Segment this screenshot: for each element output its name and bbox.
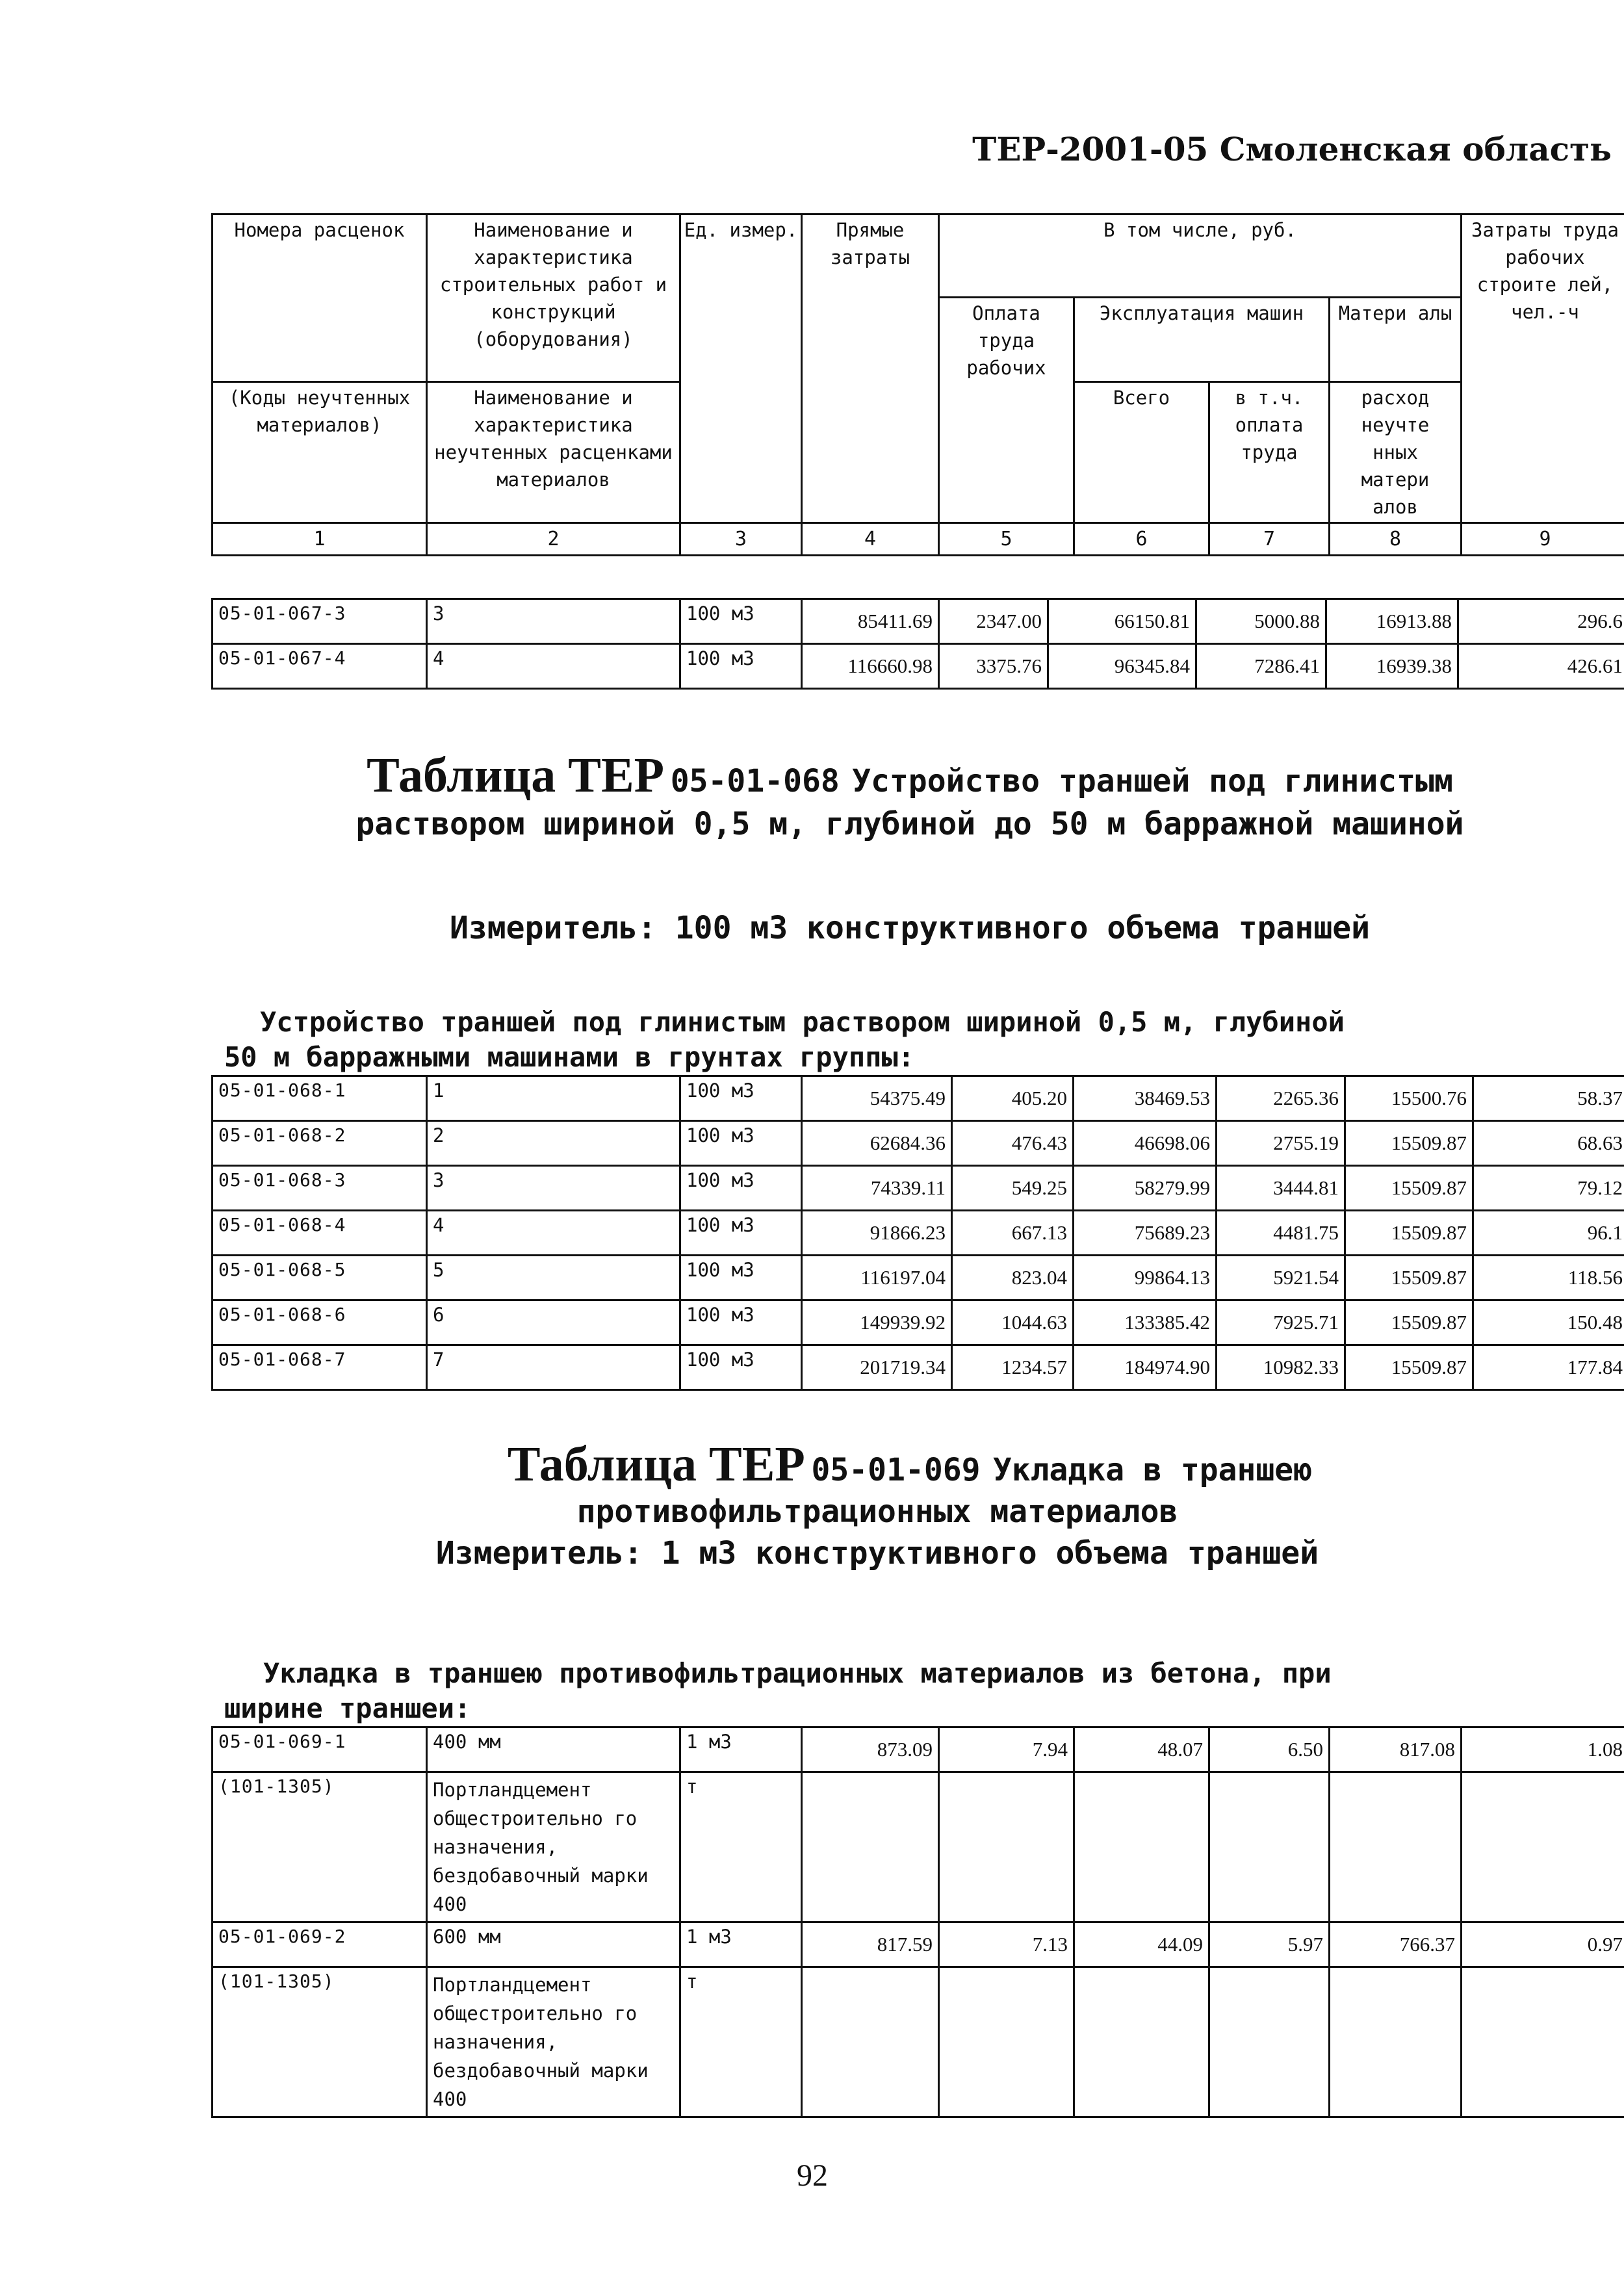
table-068-intro: [224, 1005, 1621, 1075]
table-068-title-code: 05-01-068: [670, 763, 840, 799]
row-code: 05-01-068-1: [213, 1076, 427, 1121]
row-value: 15509.87: [1345, 1345, 1473, 1390]
row-value: 873.09: [802, 1727, 939, 1772]
table-row: [213, 644, 1624, 689]
row-value: 38469.53: [1074, 1076, 1217, 1121]
row-unit: 100 м3: [680, 599, 802, 644]
column-number-1: 1: [213, 523, 427, 556]
table-069-intro-line2: ширине траншеи:: [224, 1692, 471, 1724]
header-labor: Затраты труда рабочих строите лей, чел.-ч: [1462, 214, 1624, 523]
row-unit: 100 м3: [680, 1211, 802, 1256]
row-unit: 100 м3: [680, 1121, 802, 1166]
row-value: 3444.81: [1217, 1166, 1345, 1211]
row-unit: т: [680, 1967, 802, 2117]
header-code-spacer: [213, 298, 427, 382]
row-unit: 1 м3: [680, 1922, 802, 1967]
row-value: 133385.42: [1074, 1300, 1217, 1345]
header-direct-costs: Прямые затраты: [802, 214, 939, 523]
row-unit: 100 м3: [680, 1345, 802, 1390]
row-value: [939, 1772, 1074, 1922]
row-value: [802, 1967, 939, 2117]
row-value: 817.59: [802, 1922, 939, 1967]
table-068-meter-text: Измеритель: 100 м3 конструктивного объема траншей: [449, 910, 1371, 946]
row-value: 817.08: [1330, 1727, 1462, 1772]
table-069-title-text-2: противофильтрационных материалов: [576, 1493, 1178, 1530]
column-number-3: 3: [680, 523, 802, 556]
row-value: 1044.63: [952, 1300, 1074, 1345]
row-name: 3: [427, 1166, 680, 1211]
row-value: [939, 1967, 1074, 2117]
row-value: 184974.90: [1074, 1345, 1217, 1390]
row-value: [1330, 1772, 1462, 1922]
row-unit: 1 м3: [680, 1727, 802, 1772]
table-row: [213, 1727, 1624, 1772]
header-machines: Эксплуатация машин: [1074, 298, 1330, 382]
row-value: 74339.11: [802, 1166, 952, 1211]
header-code: Номера расценок: [213, 214, 427, 298]
row-code: 05-01-068-7: [213, 1345, 427, 1390]
table-068: [211, 1075, 1624, 1391]
row-value: 0.97: [1462, 1922, 1624, 1967]
row-value: 15500.76: [1345, 1076, 1473, 1121]
table-row: [213, 1211, 1624, 1256]
header-name: Наименование и характеристика строительных работ и конструкций (оборудования): [427, 214, 680, 382]
column-header-table: [211, 213, 1624, 556]
row-value: 66150.81: [1048, 599, 1196, 644]
row-value: 149939.92: [802, 1300, 952, 1345]
row-value: 7.94: [939, 1727, 1074, 1772]
table-069-intro: [224, 1656, 1621, 1726]
row-value: 15509.87: [1345, 1166, 1473, 1211]
row-value: 5921.54: [1217, 1256, 1345, 1300]
row-value: [802, 1772, 939, 1922]
row-code: (101-1305): [213, 1967, 427, 2117]
table-068-title-text-2: раствором шириной 0,5 м, глубиной до 50 м барражной машиной: [355, 806, 1464, 842]
column-number-7: 7: [1209, 523, 1330, 556]
row-unit: 100 м3: [680, 1300, 802, 1345]
row-value: 6.50: [1209, 1727, 1330, 1772]
table-row: [213, 1121, 1624, 1166]
column-number-8: 8: [1330, 523, 1462, 556]
row-value: 476.43: [952, 1121, 1074, 1166]
row-value: 44.09: [1074, 1922, 1209, 1967]
table-068-meter: [195, 910, 1624, 946]
row-value: 15509.87: [1345, 1211, 1473, 1256]
row-code: 05-01-067-4: [213, 644, 427, 689]
row-value: 766.37: [1330, 1922, 1462, 1967]
table-068-title-text: Устройство траншей под глинистым: [852, 763, 1453, 799]
row-value: 426.61: [1458, 644, 1624, 689]
row-value: [1462, 1772, 1624, 1922]
row-value: 54375.49: [802, 1076, 952, 1121]
row-value: 85411.69: [802, 599, 939, 644]
column-number-9: 9: [1462, 523, 1624, 556]
row-code: 05-01-069-2: [213, 1922, 427, 1967]
table-068-title-serif: Таблица ТЕР: [367, 748, 665, 803]
row-unit: т: [680, 1772, 802, 1922]
row-code: 05-01-068-3: [213, 1166, 427, 1211]
row-value: 16913.88: [1326, 599, 1458, 644]
header-code-materials: (Коды неучтенных материалов): [213, 382, 427, 523]
column-number-6: 6: [1074, 523, 1209, 556]
table-row: [213, 1166, 1624, 1211]
header-unit: Ед. измер.: [680, 214, 802, 523]
row-value: 823.04: [952, 1256, 1074, 1300]
row-value: 96345.84: [1048, 644, 1196, 689]
row-value: 79.12: [1473, 1166, 1624, 1211]
row-name: Портландцемент общестроительно го назначения, бездобавочный марки 400: [427, 1772, 680, 1922]
row-value: 118.56: [1473, 1256, 1624, 1300]
row-value: [1330, 1967, 1462, 2117]
table-row: [213, 1772, 1624, 1922]
row-value: 405.20: [952, 1076, 1074, 1121]
table-069-title-serif: Таблица ТЕР: [507, 1437, 805, 1492]
column-number-5: 5: [939, 523, 1074, 556]
row-value: [1209, 1967, 1330, 2117]
row-value: [1074, 1772, 1209, 1922]
row-value: [1074, 1967, 1209, 2117]
header-wages: Оплата труда рабочих: [939, 298, 1074, 523]
row-value: 91866.23: [802, 1211, 952, 1256]
table-row: [213, 1256, 1624, 1300]
row-value: 7.13: [939, 1922, 1074, 1967]
row-value: 116197.04: [802, 1256, 952, 1300]
row-value: 46698.06: [1074, 1121, 1217, 1166]
table-row: [213, 1300, 1624, 1345]
row-value: 3375.76: [939, 644, 1048, 689]
row-name: 1: [427, 1076, 680, 1121]
page-number: 92: [797, 2158, 828, 2193]
row-value: 75689.23: [1074, 1211, 1217, 1256]
table-row: [213, 1345, 1624, 1390]
row-unit: 100 м3: [680, 1076, 802, 1121]
row-unit: 100 м3: [680, 644, 802, 689]
row-value: 15509.87: [1345, 1121, 1473, 1166]
table-069: [211, 1726, 1624, 2118]
row-name: 400 мм: [427, 1727, 680, 1772]
table-069-title-text: Укладка в траншею: [992, 1452, 1313, 1488]
table-069-intro-line1: Укладка в траншею противофильтрационных материалов из бетона, при: [263, 1657, 1332, 1689]
row-value: 5.97: [1209, 1922, 1330, 1967]
header-materials-extra: расход неучте нных матери алов: [1330, 382, 1462, 523]
row-value: 58279.99: [1074, 1166, 1217, 1211]
row-code: 05-01-067-3: [213, 599, 427, 644]
table-068-intro-line1: Устройство траншей под глинистым раствором шириной 0,5 м, глубиной: [260, 1006, 1345, 1038]
row-name: 5: [427, 1256, 680, 1300]
header-machines-wages: в т.ч. оплата труда: [1209, 382, 1330, 523]
row-value: 15509.87: [1345, 1300, 1473, 1345]
row-unit: 100 м3: [680, 1166, 802, 1211]
table-068-title: [221, 747, 1599, 804]
row-value: 68.63: [1473, 1121, 1624, 1166]
row-value: 1.08: [1462, 1727, 1624, 1772]
row-value: 177.84: [1473, 1345, 1624, 1390]
table-row: [213, 599, 1624, 644]
row-code: 05-01-068-4: [213, 1211, 427, 1256]
header-name-materials: Наименование и характеристика неучтенных расценками материалов: [427, 382, 680, 523]
row-value: 62684.36: [802, 1121, 952, 1166]
row-value: 5000.88: [1196, 599, 1326, 644]
row-unit: 100 м3: [680, 1256, 802, 1300]
row-value: 201719.34: [802, 1345, 952, 1390]
row-value: 150.48: [1473, 1300, 1624, 1345]
row-code: 05-01-068-5: [213, 1256, 427, 1300]
row-name: 3: [427, 599, 680, 644]
table-069-title-code: 05-01-069: [811, 1452, 981, 1488]
row-name: 4: [427, 1211, 680, 1256]
row-code: (101-1305): [213, 1772, 427, 1922]
row-value: 667.13: [952, 1211, 1074, 1256]
row-value: 296.6: [1458, 599, 1624, 644]
row-code: 05-01-069-1: [213, 1727, 427, 1772]
row-value: 10982.33: [1217, 1345, 1345, 1390]
row-value: 16939.38: [1326, 644, 1458, 689]
row-value: 96.1: [1473, 1211, 1624, 1256]
row-name: 2: [427, 1121, 680, 1166]
row-value: 7925.71: [1217, 1300, 1345, 1345]
row-value: 99864.13: [1074, 1256, 1217, 1300]
row-value: 2755.19: [1217, 1121, 1345, 1166]
row-code: 05-01-068-6: [213, 1300, 427, 1345]
row-name: 6: [427, 1300, 680, 1345]
row-value: 58.37: [1473, 1076, 1624, 1121]
row-value: 15509.87: [1345, 1256, 1473, 1300]
table-069-title: [390, 1436, 1430, 1493]
row-value: 48.07: [1074, 1727, 1209, 1772]
table-068-intro-line2: 50 м барражными машинами в грунтах группы:: [224, 1041, 915, 1073]
row-value: [1209, 1772, 1330, 1922]
row-value: 2347.00: [939, 599, 1048, 644]
table-069-meter-text: Измеритель: 1 м3 конструктивного объема траншей: [435, 1535, 1319, 1571]
header-group: В том числе, руб.: [939, 214, 1462, 298]
header-machines-total: Всего: [1074, 382, 1209, 523]
row-code: 05-01-068-2: [213, 1121, 427, 1166]
row-value: 4481.75: [1217, 1211, 1345, 1256]
table-069-meter: [390, 1535, 1365, 1571]
row-name: 600 мм: [427, 1922, 680, 1967]
row-value: 116660.98: [802, 644, 939, 689]
table-069-title-line2: [390, 1493, 1365, 1530]
row-value: 2265.36: [1217, 1076, 1345, 1121]
row-value: [1462, 1967, 1624, 2117]
table-067-rows: [211, 598, 1624, 690]
column-number-2: 2: [427, 523, 680, 556]
table-row: [213, 1922, 1624, 1967]
table-068-title-line2: [195, 806, 1624, 842]
header-materials: Матери алы: [1330, 298, 1462, 382]
table-row: [213, 1076, 1624, 1121]
row-value: 7286.41: [1196, 644, 1326, 689]
row-name: 4: [427, 644, 680, 689]
row-name: Портландцемент общестроительно го назначения, бездобавочный марки 400: [427, 1967, 680, 2117]
row-value: 549.25: [952, 1166, 1074, 1211]
running-header: ТЕР-2001-05 Смоленская область: [972, 130, 1612, 168]
table-row: [213, 1967, 1624, 2117]
column-number-4: 4: [802, 523, 939, 556]
row-value: 1234.57: [952, 1345, 1074, 1390]
row-name: 7: [427, 1345, 680, 1390]
